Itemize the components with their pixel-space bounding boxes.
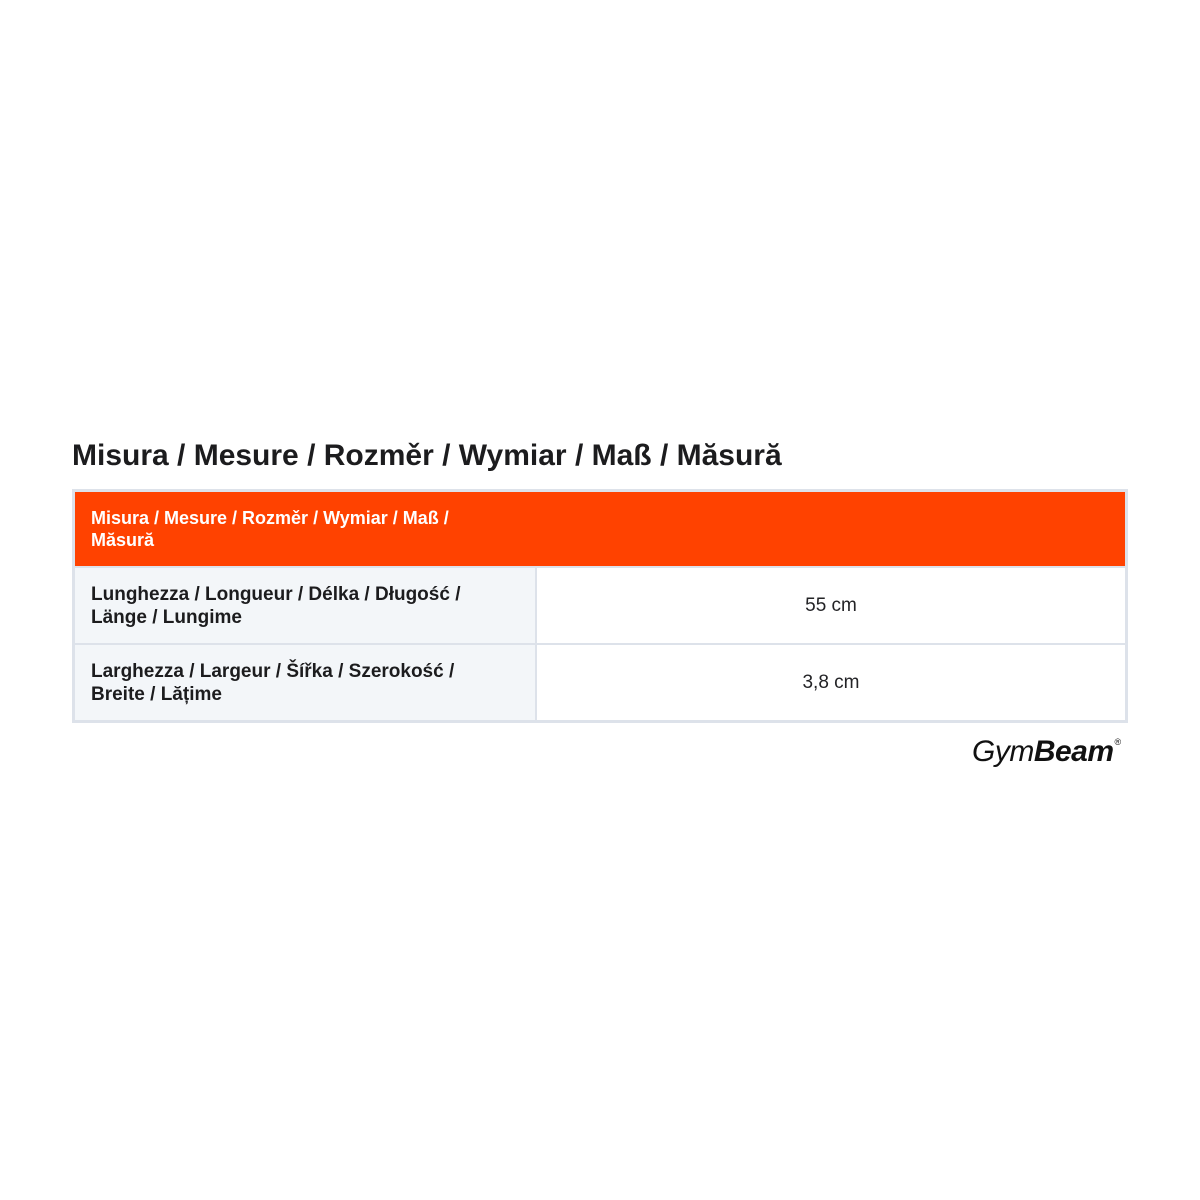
row-value-width: 3,8 cm (536, 644, 1127, 722)
page-title: Misura / Mesure / Rozměr / Wymiar / Maß / Măsură (72, 439, 782, 472)
row-label-length: Lunghezza / Longueur / Délka / Długość / Länge / Lungime (91, 583, 461, 628)
row-value-length: 55 cm (536, 567, 1127, 644)
logo-text-bold: Beam (1033, 735, 1114, 768)
row-label-cell (74, 567, 537, 644)
row-label-width: Larghezza / Largeur / Šířka / Szerokość / Breite / Lățime (91, 660, 455, 705)
table-row (74, 567, 1127, 644)
table-header-label: Misura / Mesure / Rozměr / Wymiar / Maß / Măsură (91, 508, 449, 550)
size-table (72, 489, 1128, 723)
table-row (74, 644, 1127, 722)
row-label-cell (74, 644, 537, 722)
gymbeam-logo (972, 732, 1121, 772)
table-header-cell (74, 491, 1127, 568)
table-header-row (74, 491, 1127, 568)
registered-mark: ® (1114, 737, 1121, 747)
logo-text-light: Gym (972, 735, 1034, 768)
